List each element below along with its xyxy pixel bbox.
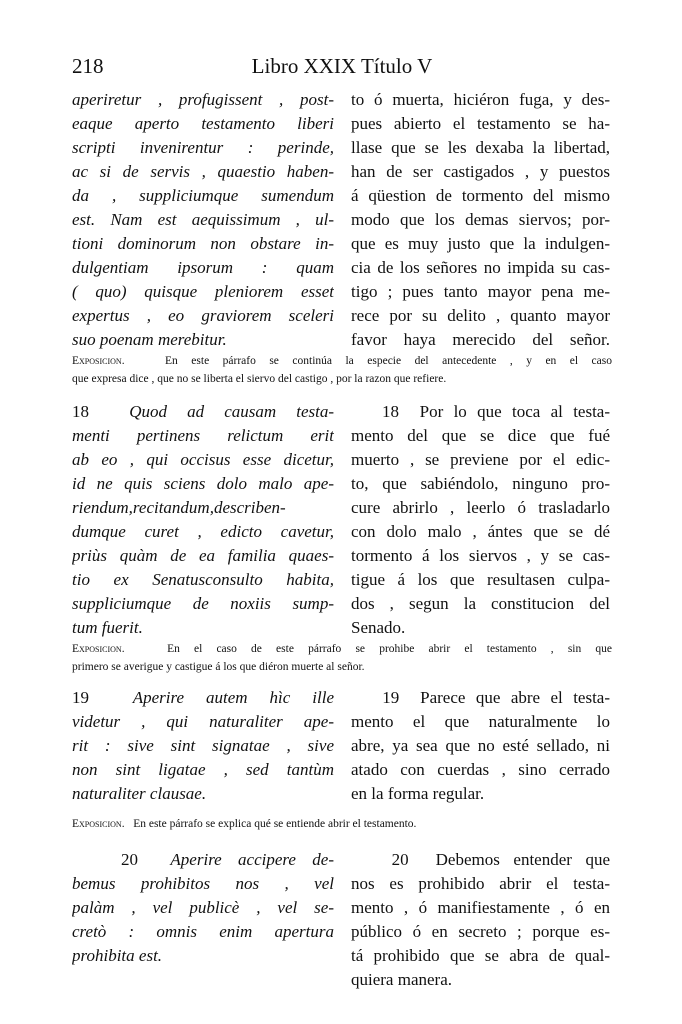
note-line: En este párrafo se explica qué se entiende abrir el testamento.	[133, 818, 417, 830]
note-line: En este párrafo se continúa la especie del antecedente , y en el caso	[165, 355, 612, 367]
latin-text-block	[72, 848, 334, 968]
latin-line: da , suppliciumque sumendum	[72, 186, 334, 205]
latin-line: palàm , vel publicè , vel se-	[72, 898, 334, 917]
latin-line: rit : sive sint signatae , sive	[72, 736, 334, 755]
latin-line: id ne quis sciens dolo malo ape-	[72, 474, 334, 493]
spanish-line: con dolo malo , ántes que se dé	[351, 522, 610, 541]
latin-line: bemus prohibitos nos , vel	[72, 874, 334, 893]
paragraph-number: 18	[72, 402, 89, 421]
spanish-text-block	[351, 848, 610, 992]
spanish-line: quiera manera.	[351, 970, 452, 989]
latin-line: dulgentiam ipsorum : quam	[72, 258, 334, 277]
note-line: que expresa dice , que no se liberta el siervo del castigo , por la razon que refiere.	[72, 373, 447, 385]
paragraph-number: 18	[381, 402, 399, 421]
note-label: Exposicion.	[72, 818, 125, 830]
latin-line: aperiretur , profugissent , post-	[72, 90, 334, 109]
spanish-line: muerto , se previene por el edic-	[351, 450, 610, 469]
spanish-line: que es muy justo que la indulgen-	[351, 234, 610, 253]
paragraph-number: 19	[72, 688, 89, 707]
latin-line: cretò : omnis enim apertura	[72, 922, 334, 941]
latin-line: tioni dominorum non obstare in-	[72, 234, 334, 253]
latin-line: menti pertinens relictum erit	[72, 426, 334, 445]
latin-line: ac si de servis , quaestio haben-	[72, 162, 334, 181]
spanish-line: á qüestion de tormento del mismo	[351, 186, 610, 205]
spanish-line: nos es prohibido abrir el testa-	[351, 874, 610, 893]
latin-line: naturaliter clausae.	[72, 784, 207, 803]
spanish-line: Debemos entender que	[435, 850, 610, 869]
paragraph-number: 20	[121, 850, 139, 869]
latin-line: expertus , eo graviorem sceleri	[72, 306, 334, 325]
spanish-line: mento el que naturalmente lo	[351, 712, 610, 731]
latin-text-block	[72, 400, 334, 640]
spanish-line: to ó muerta, hiciéron fuga, y des-	[351, 90, 610, 109]
exposicion-note	[72, 352, 612, 388]
latin-line: est. Nam est aequissimum , ul-	[72, 210, 334, 229]
spanish-line: público ó en secreto ; porque es-	[351, 922, 610, 941]
spanish-line: en la forma regular.	[351, 784, 485, 803]
latin-line: tum fuerit.	[72, 618, 143, 637]
note-line: En el caso de este párrafo se prohibe abrir el testamento , sin que	[167, 643, 612, 655]
note-label: Exposicion.	[72, 355, 125, 367]
latin-line: scripti invenirentur : perinde,	[72, 138, 334, 157]
latin-line: tio ex Senatusconsulto habita,	[72, 570, 334, 589]
spanish-line: Parece que abre el testa-	[420, 688, 610, 707]
latin-line: Aperire accipere de-	[170, 850, 334, 869]
latin-text-block	[72, 686, 334, 806]
latin-line: riendum,recitandum,describen-	[72, 498, 286, 517]
latin-line: ab eo , qui occisus esse dicetur,	[72, 450, 334, 469]
page-header	[72, 54, 612, 84]
latin-line: dumque curet , edicto cavetur,	[72, 522, 334, 541]
spanish-line: rece por su delito , quanto mayor	[351, 306, 610, 325]
spanish-line: cia de los señores no impida su cas-	[351, 258, 610, 277]
spanish-line: mento del que se dice que fué	[351, 426, 610, 445]
spanish-line: tá prohibido que se abra de qual-	[351, 946, 610, 965]
page-number: 218	[72, 54, 104, 78]
paragraph-number: 20	[391, 850, 409, 869]
spanish-line: to, que sabiéndolo, ninguno pro-	[351, 474, 610, 493]
latin-line: eaque aperto testamento liberi	[72, 114, 334, 133]
spanish-line: tormento á los siervos , y se cas-	[351, 546, 610, 565]
spanish-line: tigue á los que resultasen culpa-	[351, 570, 610, 589]
spanish-line: llase que se les dexaba la libertad,	[351, 138, 610, 157]
spanish-line: mento , ó manifiestamente , ó en	[351, 898, 610, 917]
latin-line: Aperire autem hìc ille	[132, 688, 334, 707]
exposicion-note	[72, 815, 612, 833]
latin-line: suppliciumque de noxiis sump-	[72, 594, 334, 613]
latin-line: suo poenam merebitur.	[72, 330, 227, 349]
spanish-text-block	[351, 400, 610, 640]
spanish-text-block	[351, 686, 610, 806]
exposicion-note	[72, 640, 612, 676]
paragraph-number: 19	[382, 688, 400, 707]
spanish-line: pues abierto el testamento se ha-	[351, 114, 610, 133]
latin-line: Quod ad causam testa-	[129, 402, 334, 421]
spanish-line: Por lo que toca al testa-	[419, 402, 610, 421]
latin-line: priùs quàm de ea familia quaes-	[72, 546, 334, 565]
running-title: Libro XXIX Título V	[251, 54, 433, 78]
spanish-line: han de ser castigados , y puestos	[351, 162, 610, 181]
spanish-line: abre, ya sea que no esté sellado, ni	[351, 736, 610, 755]
latin-line: prohibita est.	[72, 946, 163, 965]
latin-line: videtur , qui naturaliter ape-	[72, 712, 334, 731]
latin-line: non sint ligatae , sed tantùm	[72, 760, 334, 779]
spanish-text-block	[351, 88, 610, 352]
latin-text-block	[72, 88, 334, 352]
spanish-line: tigo ; pues tanto mayor pena me-	[351, 282, 610, 301]
spanish-line: modo que los demas siervos; por-	[351, 210, 610, 229]
note-label: Exposicion.	[72, 643, 125, 655]
spanish-line: favor haya merecido del señor.	[351, 330, 610, 349]
note-line: primero se averigue y castigue á los que diéron muerte al señor.	[72, 661, 365, 673]
spanish-line: cure abrirlo , leerlo ó trasladarlo	[351, 498, 610, 517]
latin-line: ( quo) quisque pleniorem esset	[72, 282, 334, 301]
spanish-line: atado con cuerdas , sino cerrado	[351, 760, 610, 779]
spanish-line: dos , segun la constitucion del	[351, 594, 610, 613]
spanish-line: Senado.	[351, 618, 406, 637]
